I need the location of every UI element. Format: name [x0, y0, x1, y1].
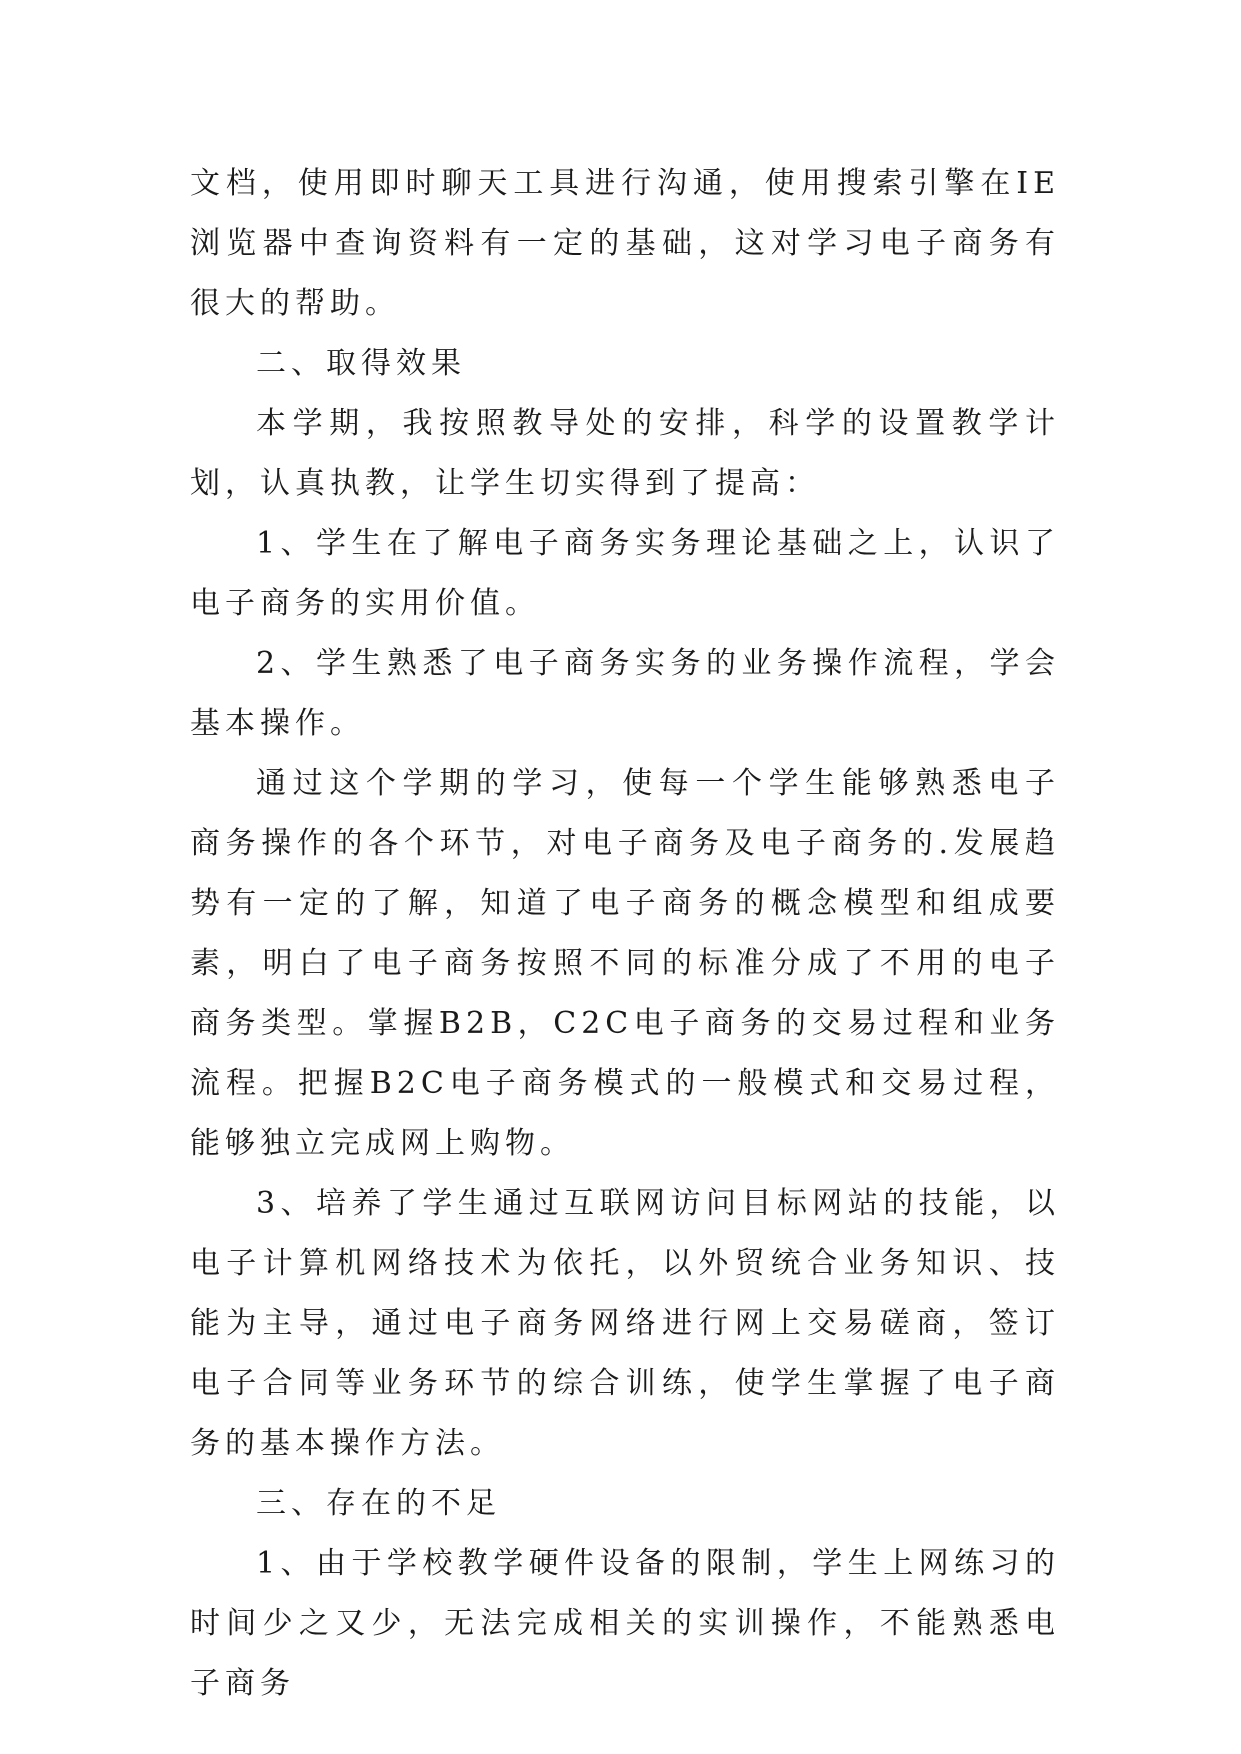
document-body [190, 154, 1060, 1714]
paragraph-semester-intro: 本学期，我按照教导处的安排，科学的设置教学计划，认真执教，让学生切实得到了提高： [190, 406, 1060, 501]
shortcoming-item-1: 1、由于学校教学硬件设备的限制，学生上网练习的时间少之又少，无法完成相关的实训操作，不能熟悉电子商务 [190, 1546, 1060, 1701]
section-heading-results: 二、取得效果 [256, 346, 466, 381]
list-item-2: 2、学生熟悉了电子商务实务的业务操作流程，学会基本操作。 [190, 646, 1060, 741]
list-item-3: 3、培养了学生通过互联网访问目标网站的技能，以电子计算机网络技术为依托，以外贸统合业务知识、技能为主导，通过电子商务网络进行网上交易磋商，签订电子合同等业务环节的综合训练，使学生掌握了电子商务的基本操作方法。 [190, 1186, 1060, 1461]
paragraph-continuation: 文档，使用即时聊天工具进行沟通，使用搜索引擎在IE浏览器中查询资料有一定的基础，这对学习电子商务有很大的帮助。 [190, 166, 1060, 321]
section-heading-shortcomings: 三、存在的不足 [256, 1486, 501, 1521]
paragraph-learning-summary: 通过这个学期的学习，使每一个学生能够熟悉电子商务操作的各个环节，对电子商务及电子商务的.发展趋势有一定的了解，知道了电子商务的概念模型和组成要素，明白了电子商务按照不同的标准分成了不用的电子商务类型。掌握B2B，C2C电子商务的交易过程和业务流程。把握B2C电子商务模式的一般模式和交易过程，能够独立完成网上购物。 [190, 766, 1060, 1161]
list-item-1: 1、学生在了解电子商务实务理论基础之上，认识了电子商务的实用价值。 [190, 526, 1060, 621]
